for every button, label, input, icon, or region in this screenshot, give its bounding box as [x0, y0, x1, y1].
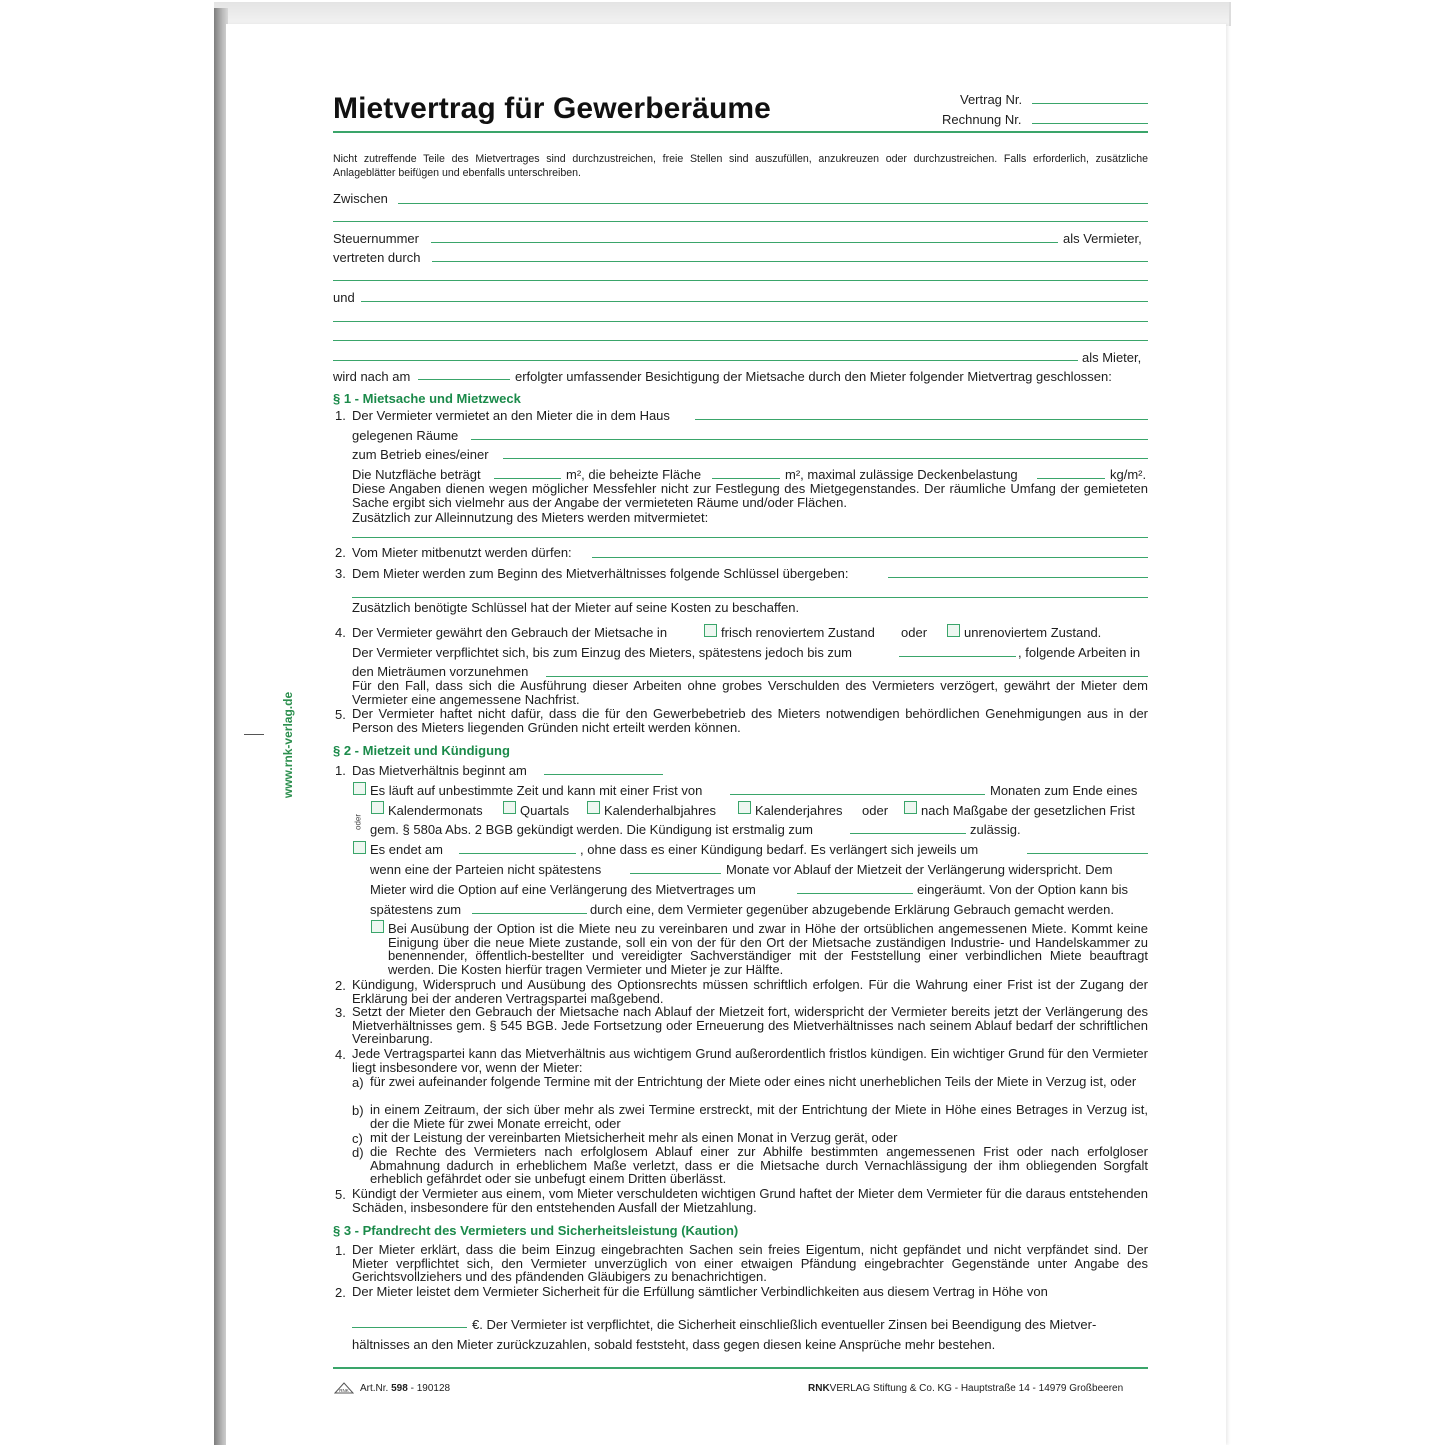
erstmalig-field[interactable]: [850, 833, 966, 834]
beheizt-field[interactable]: [712, 478, 780, 479]
nutzflaeche-field[interactable]: [494, 478, 561, 479]
vermieter-address-field[interactable]: [333, 221, 1148, 222]
s3-euro-text: €. Der Vermieter ist verpflichtet, die Sicherheit einschließlich eventueller Zinsen bei Beendigung des Mietver-: [472, 1317, 1097, 1332]
s2-p4: Jede Vertragspartei kann das Mietverhältnis aus wichtigem Grund außerordentlich fristlos kündigen. Ein wichtiger Grund für den Vermieter liegt insbesondere vor, wenn der Mieter:: [352, 1046, 1148, 1075]
s2-p3: Setzt der Mieter den Gebrauch der Mietsache nach Ablauf der Mietzeit fort, widerspricht der Vermieter bereits jetzt der Verlängerung des Mietverhältnisses gem. § 545 BGB. Jede Fortsetzung oder Erneuerung des Mietverhältnisses nach seinem Ablauf bedarf der schriftlichen Vereinbarung.: [352, 1004, 1148, 1047]
s1-p3: Dem Mieter werden zum Beginn des Mietverhältnisses folgende Schlüssel übergeben:: [352, 566, 849, 581]
s1-p4a: Der Vermieter gewährt den Gebrauch der Mietsache in: [352, 625, 668, 640]
s1-p1-line1: Der Vermieter vermietet an den Mieter die in dem Haus: [352, 408, 670, 423]
s1-n1: 1.: [335, 408, 346, 423]
rnk-logo: [334, 1381, 354, 1393]
geschlossen-text: erfolgter umfassender Besichtigung der Mietsache durch den Mieter folgender Mietvertrag geschlossen:: [515, 369, 1112, 384]
zulaessig-label: zulässig.: [970, 822, 1021, 837]
section-3-heading: § 3 - Pfandrecht des Vermieters und Sicherheitsleistung (Kaution): [333, 1223, 739, 1238]
s3-p2-end: hältnisses an den Mieter zurückzuzahlen, sobald feststeht, dass gegen diesen keine Ansprüche mehr bestehen.: [352, 1337, 996, 1352]
section-1-heading: § 1 - Mietsache und Mietzweck: [333, 391, 521, 406]
kalendermonat-checkbox[interactable]: [371, 801, 384, 814]
endet-label: Es endet am: [370, 842, 443, 857]
endet-text: , ohne dass es einer Kündigung bedarf. Es verlängert sich jeweils um: [580, 842, 979, 857]
s3-p2: Der Mieter leistet dem Vermieter Sicherheit für die Erfüllung sämtlicher Verbindlichkeiten aus diesem Vertrag in Höhe von: [352, 1284, 1048, 1299]
vermieter-name-field[interactable]: [398, 203, 1148, 204]
gem-text: gem. § 580a Abs. 2 BGB gekündigt werden. Die Kündigung ist erstmalig zum: [370, 822, 813, 837]
brand-text: VERLAG Stiftung & Co. KG - Hauptstraße 14 - 14979 Großbeeren: [829, 1383, 1124, 1394]
footer-rule: [333, 1367, 1148, 1369]
frist-field[interactable]: [730, 794, 985, 795]
mieter-name-field[interactable]: [361, 301, 1148, 302]
unrenoviert-checkbox[interactable]: [947, 624, 960, 637]
beginn-date-field[interactable]: [544, 774, 663, 775]
arbeiten-date-field[interactable]: [899, 656, 1016, 657]
spaetestens-end: durch eine, dem Vermieter gegenüber abzugebende Erklärung Gebrauch gemacht werden.: [590, 902, 1114, 917]
option-end: eingeräumt. Von der Option kann bis: [917, 882, 1129, 897]
gesetzlich-checkbox[interactable]: [904, 801, 917, 814]
s1-p5: Der Vermieter haftet nicht dafür, dass die für den Gewerbebetrieb des Mieters notwendigen behördlichen Genehmigungen aus in der Person des Mieters liegenden Gründen nicht erteilt werden können.: [352, 706, 1148, 735]
endet-checkbox[interactable]: [353, 841, 366, 854]
s1-p4d: Für den Fall, dass sich die Ausführung dieser Arbeiten ohne grobes Verschulden des Vermieters verzögert, gewährt der Mieter dem Vermieter eine angemessene Nachfrist.: [352, 678, 1148, 707]
option-field[interactable]: [797, 893, 913, 894]
besichtigung-date-field[interactable]: [418, 379, 510, 380]
s2-n4: 4.: [335, 1047, 346, 1062]
halbjahr-label: Kalenderhalbjahres: [604, 803, 717, 818]
haus-field[interactable]: [695, 419, 1148, 420]
s3-n1: 1.: [335, 1243, 346, 1258]
s1-p4b: Der Vermieter verpflichtet sich, bis zum Einzug des Mieters, spätestens jedoch bis zum: [352, 645, 852, 660]
renoviert-checkbox[interactable]: [704, 624, 717, 637]
unbestimmt-text: Es läuft auf unbestimmte Zeit und kann mit einer Frist von: [370, 783, 703, 798]
mieter-address-field-2[interactable]: [333, 340, 1148, 341]
s2-pb: in einem Zeitraum, der sich über mehr als zwei Termine erstreckt, mit der Entrichtung der Miete in Höhe eines Betrages in Verzug ist, der die Miete für zwei Monate erreicht, oder: [370, 1102, 1148, 1131]
mieter-address-field-3[interactable]: [333, 360, 1078, 361]
decke-label: m², maximal zulässige Deckenbelastung: [785, 467, 1018, 482]
s1-p4-oder: oder: [901, 625, 928, 640]
option-text: Mieter wird die Option auf eine Verlängerung des Mietvertrages um: [370, 882, 756, 897]
zwischen-label: Zwischen: [333, 191, 388, 206]
mieter-address-field[interactable]: [333, 321, 1148, 322]
s1-n5: 5.: [335, 707, 346, 722]
footer-art: [360, 1383, 450, 1395]
s2-pc: mit der Leistung der vereinbarten Mietsicherheit mehr als einen Monat in Verzug gerät, oder: [370, 1130, 898, 1145]
s2-pd: die Rechte des Vermieters nach erfolglosem Ablauf einer zur Abhilfe bestimmten angemessenen Frist oder nach erfolgloser Abmahnung dadurch in erheblichem Maße verletzt, dass er die Mietsache durch Vernachlässigung der ihm obliegenden Sorgfalt erheblich gefährdet oder sie unbefugt einem Dritten überlässt.: [370, 1144, 1148, 1187]
nutzflaeche-label: Die Nutzfläche beträgt: [352, 467, 481, 482]
spaetestens-text: spätestens zum: [370, 902, 462, 917]
s1-p4c: den Mieträumen vorzunehmen: [352, 664, 529, 679]
schluessel-field-2[interactable]: [352, 597, 1148, 598]
halbjahr-checkbox[interactable]: [587, 801, 600, 814]
decke-field[interactable]: [1037, 478, 1105, 479]
s1-p4b-end: , folgende Arbeiten in: [1018, 645, 1141, 660]
s2-lb: b): [352, 1103, 364, 1118]
und-label: und: [333, 290, 355, 305]
s2-ld: d): [352, 1145, 364, 1160]
s1-p1-line2: gelegenen Räume: [352, 428, 459, 443]
betrieb-field[interactable]: [503, 458, 1148, 459]
s1-n3: 3.: [335, 566, 346, 581]
s2-p1: Das Mietverhältnis beginnt am: [352, 763, 527, 778]
kalenderjahr-checkbox[interactable]: [738, 801, 751, 814]
s1-p2: Vom Mieter mitbenutzt werden dürfen:: [352, 545, 572, 560]
s1-p1-line3: zum Betrieb eines/einer: [352, 447, 489, 462]
widerspruch-field[interactable]: [630, 873, 721, 874]
fold-mark: [244, 734, 264, 735]
s1-p1-text: Diese Angaben dienen wegen möglicher Messfehler nicht zur Festlegung des Mietgegenstandes. Der räumliche Umfang der gemieteten Sache ergibt sich vielmehr aus der Angabe der vermieteten Räume und/oder Flächen.: [352, 481, 1148, 510]
side-url-text: www.rnk-verlag.de: [281, 691, 295, 799]
steuernummer-label: Steuernummer: [333, 231, 419, 246]
header-rule: [333, 131, 1148, 133]
wenn-end: Monate vor Ablauf der Mietzeit der Verlängerung widerspricht. Dem: [726, 862, 1113, 877]
verlaengerung-field[interactable]: [1027, 853, 1148, 854]
schluessel-field[interactable]: [888, 577, 1148, 578]
oder-vertical: [351, 812, 365, 832]
s1-n2: 2.: [335, 545, 346, 560]
intro-text: Nicht zutreffende Teile des Mietvertrages sind durchzustreichen, freie Stellen sind auszufüllen, anzukreuzen oder durchzustreichen. Falls erforderlich, zusätzliche Anlageblätter beifügen und ebenfalls unterschreiben.: [333, 153, 1148, 179]
s2-n3: 3.: [335, 1005, 346, 1020]
unbestimmt-checkbox[interactable]: [353, 782, 366, 795]
s2-p2: Kündigung, Widerspruch und Ausübung des Optionsrechts müssen schriftlich erfolgen. Für die Wahrung einer Frist ist der Zugang der Erklärung bei der anderen Vertragspartei maßgebend.: [352, 977, 1148, 1006]
als-mieter-label: als Mieter,: [1082, 350, 1142, 365]
footer-publisher: [808, 1383, 1123, 1395]
s3-n2: 2.: [335, 1285, 346, 1300]
ausuebung-checkbox[interactable]: [371, 920, 384, 933]
art-code: - 190128: [410, 1383, 451, 1394]
als-vermieter-label: als Vermieter,: [1063, 231, 1142, 246]
raeume-field[interactable]: [471, 439, 1148, 440]
vertrag-nr-label: Vertrag Nr.: [960, 92, 1023, 107]
side-url: [268, 680, 308, 810]
rechnung-nr-field[interactable]: [1032, 123, 1148, 124]
s2-n1: 1.: [335, 763, 346, 778]
spaetestens-field[interactable]: [472, 913, 587, 914]
unrenoviert-label: unrenoviertem Zustand.: [964, 625, 1102, 640]
section-2-heading: § 2 - Mietzeit und Kündigung: [333, 743, 510, 758]
kalendermonat-label: Kalendermonats: [388, 803, 483, 818]
kgm2-label: kg/m².: [1110, 467, 1147, 482]
vertrag-nr-field[interactable]: [1032, 103, 1148, 104]
ausuebung-text: Bei Ausübung der Option ist die Miete neu zu vereinbaren und zwar in Höhe der ortsüblichen angemessenen Miete. Kommt keine Einigung über die neue Miete zustande, soll ein von der für den Ort der Mietsache zuständigen Industrie- und Handelskammer zu benennender, öffentlich-bestellter und vereidigter Sachverständiger mit der Feststellung einer verbindlichen Miete beauftragt werden. Die Kosten hierfür tragen Vermieter und Mieter je zur Hälfte.: [388, 921, 1148, 977]
gesetzlich-label: nach Maßgabe der gesetzlichen Frist: [921, 803, 1135, 818]
s2-n5: 5.: [335, 1187, 346, 1202]
brand-bold: RNK: [808, 1383, 830, 1394]
renoviert-label: frisch renoviertem Zustand: [721, 625, 875, 640]
wird-nach-am-label: wird nach am: [333, 369, 411, 384]
s1-p3b: Zusätzlich benötigte Schlüssel hat der Mieter auf seine Kosten zu beschaffen.: [352, 600, 800, 615]
art-nr: 598: [391, 1383, 408, 1394]
s2-pa: für zwei aufeinander folgende Termine mit der Entrichtung der Miete oder eines nicht unerheblichen Teils der Miete in Verzug ist, oder: [370, 1074, 1137, 1089]
kalenderjahr-label: Kalenderjahres: [755, 803, 843, 818]
s2-la: a): [352, 1075, 364, 1090]
s2-p5: Kündigt der Vermieter aus einem, vom Mieter verschuldeten wichtigen Grund haftet der Mieter dem Vermieter für die daraus entstehenden Schäden, insbesondere für den entstehenden Ausfall der Mietzahlung.: [352, 1186, 1148, 1215]
page-title: Mietvertrag für Gewerberäume: [333, 92, 771, 125]
kal-oder: oder: [862, 803, 889, 818]
wenn-text: wenn eine der Parteien nicht spätestens: [370, 862, 602, 877]
s2-n2: 2.: [335, 978, 346, 993]
vertreten-durch-field-2[interactable]: [333, 280, 1148, 281]
kaution-field[interactable]: [352, 1327, 467, 1328]
vertreten-durch-field[interactable]: [432, 261, 1148, 262]
rnk-logo-text: RNK: [339, 1388, 349, 1393]
s2-lc: c): [352, 1131, 363, 1146]
steuernummer-field[interactable]: [431, 242, 1058, 243]
art-label: Art.Nr.: [360, 1383, 389, 1394]
beheizt-label: m², die beheizte Fläche: [566, 467, 702, 482]
vertreten-durch-label: vertreten durch: [333, 250, 421, 265]
s1-p1-zus: Zusätzlich zur Alleinnutzung des Mieters werden mitvermietet:: [352, 510, 709, 525]
mitbenutzt-field[interactable]: [592, 557, 1148, 558]
s1-n4: 4.: [335, 625, 346, 640]
endet-date-field[interactable]: [459, 853, 576, 854]
oder-vertical-text: oder: [353, 813, 363, 831]
quartal-checkbox[interactable]: [503, 801, 516, 814]
s3-p1: Der Mieter erklärt, dass die beim Einzug eingebrachten Sachen sein freies Eigentum, nicht gepfändet und nicht verpfändet sind. Der Mieter verpflichtet sich, den Vermieter unverzüglich von einer etwaigen Pfändung eingebrachter Gegenstände unter Angabe des Gerichtsvollziehers und des pfändenden Gläubigers zu benachrichtigen.: [352, 1242, 1148, 1285]
unbestimmt-end: Monaten zum Ende eines: [990, 783, 1138, 798]
paper-stack-top: [214, 2, 1231, 26]
rechnung-nr-label: Rechnung Nr.: [942, 112, 1022, 127]
mitvermietet-field[interactable]: [352, 537, 1148, 538]
quartal-label: Quartals: [520, 803, 570, 818]
